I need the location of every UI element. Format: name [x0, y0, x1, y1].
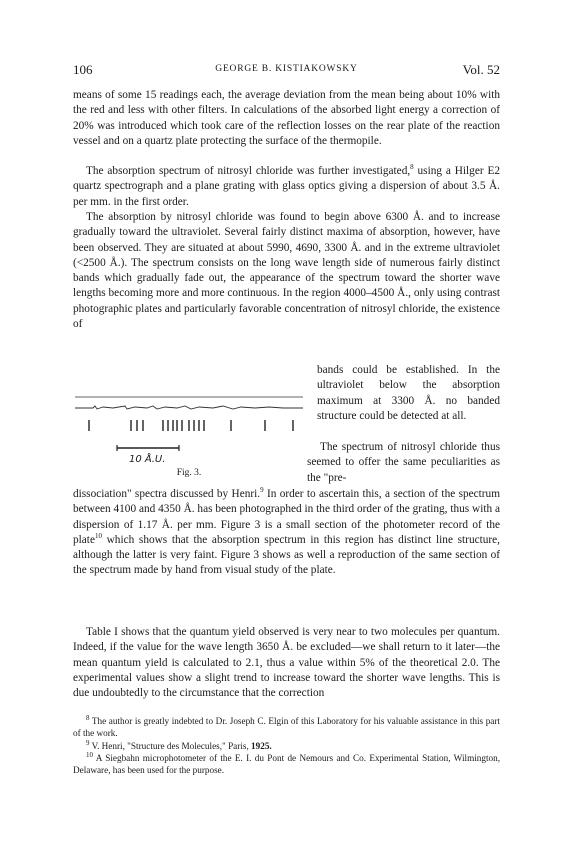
paragraph-5: Table I shows that the quantum yield observed is very near to two molecules per quantum. Indeed, if the value for the wave length 3650 Å. be excluded—we shall return to it later—the mean quantum yield is calculated to 2.1, thus a value within 5% of the theoretical 2.0. The experimental values show a slight trend to increase toward the shorter wave lengths. This is due undoubtedly to the circumstance that the correction — [73, 626, 500, 700]
paragraph-3: The absorption by nitrosyl chloride was found to begin above 6300 Å. and to increase gradually toward the ultraviolet. Several fairly distinct maxima of absorption, however, have been observed. They are situated at about 5990, 4690, 3300 Å. and in the extreme ultraviolet (<2500 Å.). The spectrum consists on the long wave length side of numerous fairly distinct bands which gradually fade out, the appearance of the spectrum toward the shorter wave lengths becoming more and more continuous. In the region 4000–4500 Å., only using contrast photographic plates and particularly favorable concentration of nitrosyl chloride, the existence of — [73, 211, 500, 331]
paragraph-2 — [73, 164, 500, 210]
footnote-9-text: V. Henri, "Structure des Molecules," Paris, — [89, 740, 252, 751]
footnotes — [73, 715, 500, 776]
page-number: 106 — [73, 62, 93, 77]
paragraph-4-right: The spectrum of nitrosyl chloride thus seemed to offer the same peculiarities as the "pre- — [307, 441, 500, 484]
paragraph-4-text-c: which shows that the absorption spectrum in this region has distinct line structure, although the latter is very faint. Figure 3 shows as well a reproduction of the same section of the spectrum made by hand from visual study of the plate. — [73, 533, 500, 577]
footnote-ref-10: 10 — [94, 532, 102, 541]
running-header — [73, 62, 500, 78]
running-head: GEORGE B. KISTIAKOWSKY — [215, 64, 358, 74]
line-marks — [89, 420, 293, 431]
photometer-record — [73, 392, 305, 472]
footnote-8-text: The author is greatly indebted to Dr. Joseph C. Elgin of this Laboratory for his valuable assistance in this part of the work. — [73, 716, 500, 739]
footnote-9-mark: 9 — [86, 738, 90, 747]
volume-label: Vol. 52 — [462, 62, 500, 77]
footnote-10-mark: 10 — [86, 750, 93, 759]
figure-caption: Fig. 3. — [176, 468, 202, 478]
paragraph-4-text-b: In order to ascertain this, a section of the spectrum between 4100 and 4350 Å. has been photographed in the third order of the grating, thus with a dispersion of 1.17 Å. per mm. Figure 3 is a small section of the photometer record of the plate — [73, 488, 500, 546]
footnote-8-mark: 8 — [86, 713, 90, 722]
paragraph-1: means of some 15 readings each, the average deviation from the mean being about 10% with the red and less with other filters. In calculations of the absorbed light energy a correction of 20% was introduced which took care of the reflection losses on the rear plate of the reaction vessel and on a quartz plate protecting the surface of the thermopile. — [73, 89, 500, 147]
footnote-9-year: 1925. — [251, 740, 272, 751]
footnote-10-text: A Siegbahn microphotometer of the E. I. du Pont de Nemours and Co. Experimental Station, Wilmington, Delaware, has been used for the purpose. — [73, 752, 500, 776]
photometer-trace — [75, 406, 303, 409]
paragraph-4-text-a: dissociation" spectra discussed by Henri. — [73, 488, 261, 500]
footnote-10 — [73, 752, 500, 777]
paragraph-3-continued: bands could be established. In the ultraviolet below the absorption maximum at 3300 Å. no banded structure could be detected at all. — [317, 364, 500, 422]
paragraph-2-text-b: using a Hilger E2 quartz spectrograph and a plane grating with glass optics giving a dispersion of about 3.5 Å. per mm. in the first order. — [73, 165, 500, 208]
footnote-9 — [73, 740, 500, 752]
paragraph-4-continued — [73, 487, 500, 579]
footnote-ref-9: 9 — [260, 486, 264, 495]
paragraph-2-text-a: The absorption spectrum of nitrosyl chloride was further investigated, — [86, 165, 411, 177]
scale-label: 10 Å.U. — [129, 454, 166, 465]
footnote-8 — [73, 715, 500, 740]
footnote-ref-8: 8 — [410, 163, 414, 172]
